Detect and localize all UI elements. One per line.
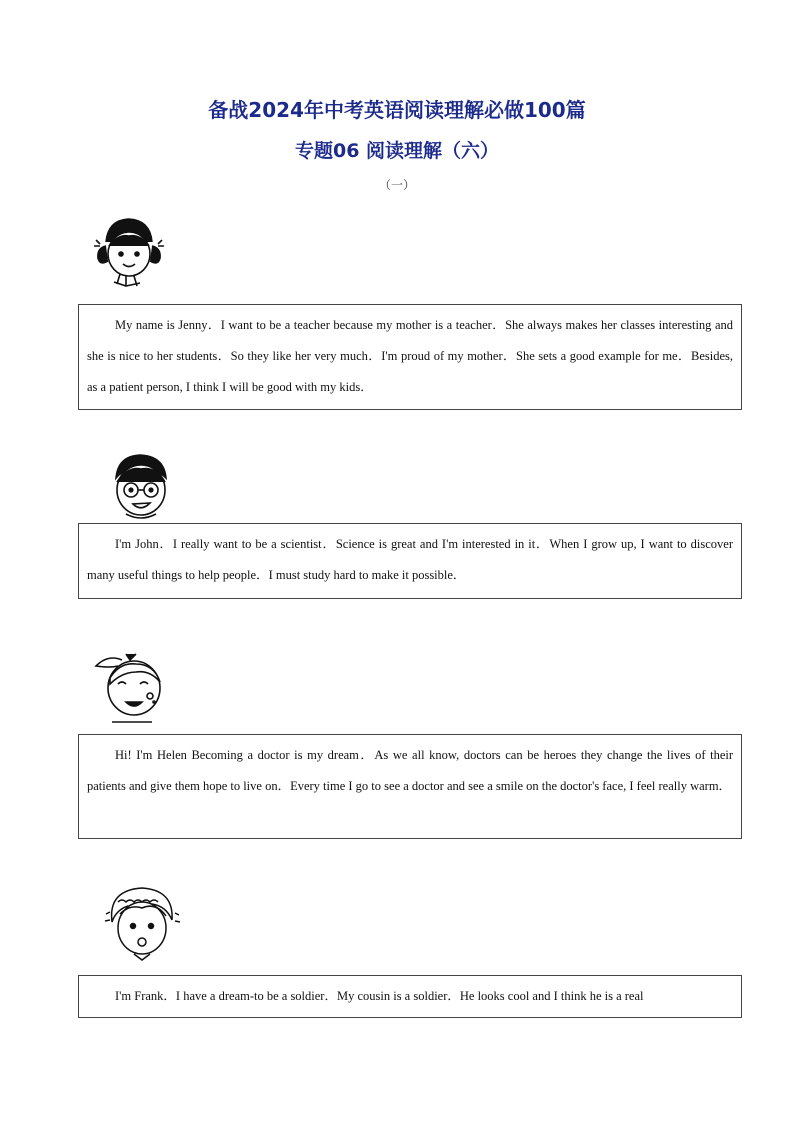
passage-frank (78, 975, 742, 1018)
passage-text: My name is Jenny．I want to be a teacher because my mother is a teacher．She always makes her classes interesting and she is nice to her students．So they like her very much．I'm proud of my mother．She sets a good example for me．Besides, as a patient person, I think I will be good with my kids． (87, 318, 733, 394)
girl-portrait-icon (92, 212, 166, 297)
passage-text: I'm John．I really want to be a scientist．Science is great and I'm interested in it．When I grow up, I want to discover many useful things to help people．I must study hard to make it possible． (87, 537, 733, 582)
passage-text: I'm Frank．I have a dream-to be a soldier．My cousin is a soldier．He looks cool and I think he is a real (115, 989, 644, 1003)
section-number: （一） (378, 178, 415, 192)
document-subtitle: 专题06 阅读理解（六） (294, 140, 500, 162)
boy-with-glasses-portrait-icon (106, 452, 178, 529)
document-title: 备战2024年中考英语阅读理解必做100篇 (208, 98, 586, 122)
girl-with-bow-portrait-icon (92, 644, 172, 733)
passage-text: Hi! I'm Helen Becoming a doctor is my dream．As we all know, doctors can be heroes they change the lives of their patients and give them hope to live on．Every time I go to see a doctor and see a smile on the doctor's face, I feel really warm． (87, 748, 733, 793)
passage-helen (78, 734, 742, 839)
boy-curly-hair-portrait-icon (100, 882, 184, 971)
passage-jenny (78, 304, 742, 410)
passage-john (78, 523, 742, 599)
